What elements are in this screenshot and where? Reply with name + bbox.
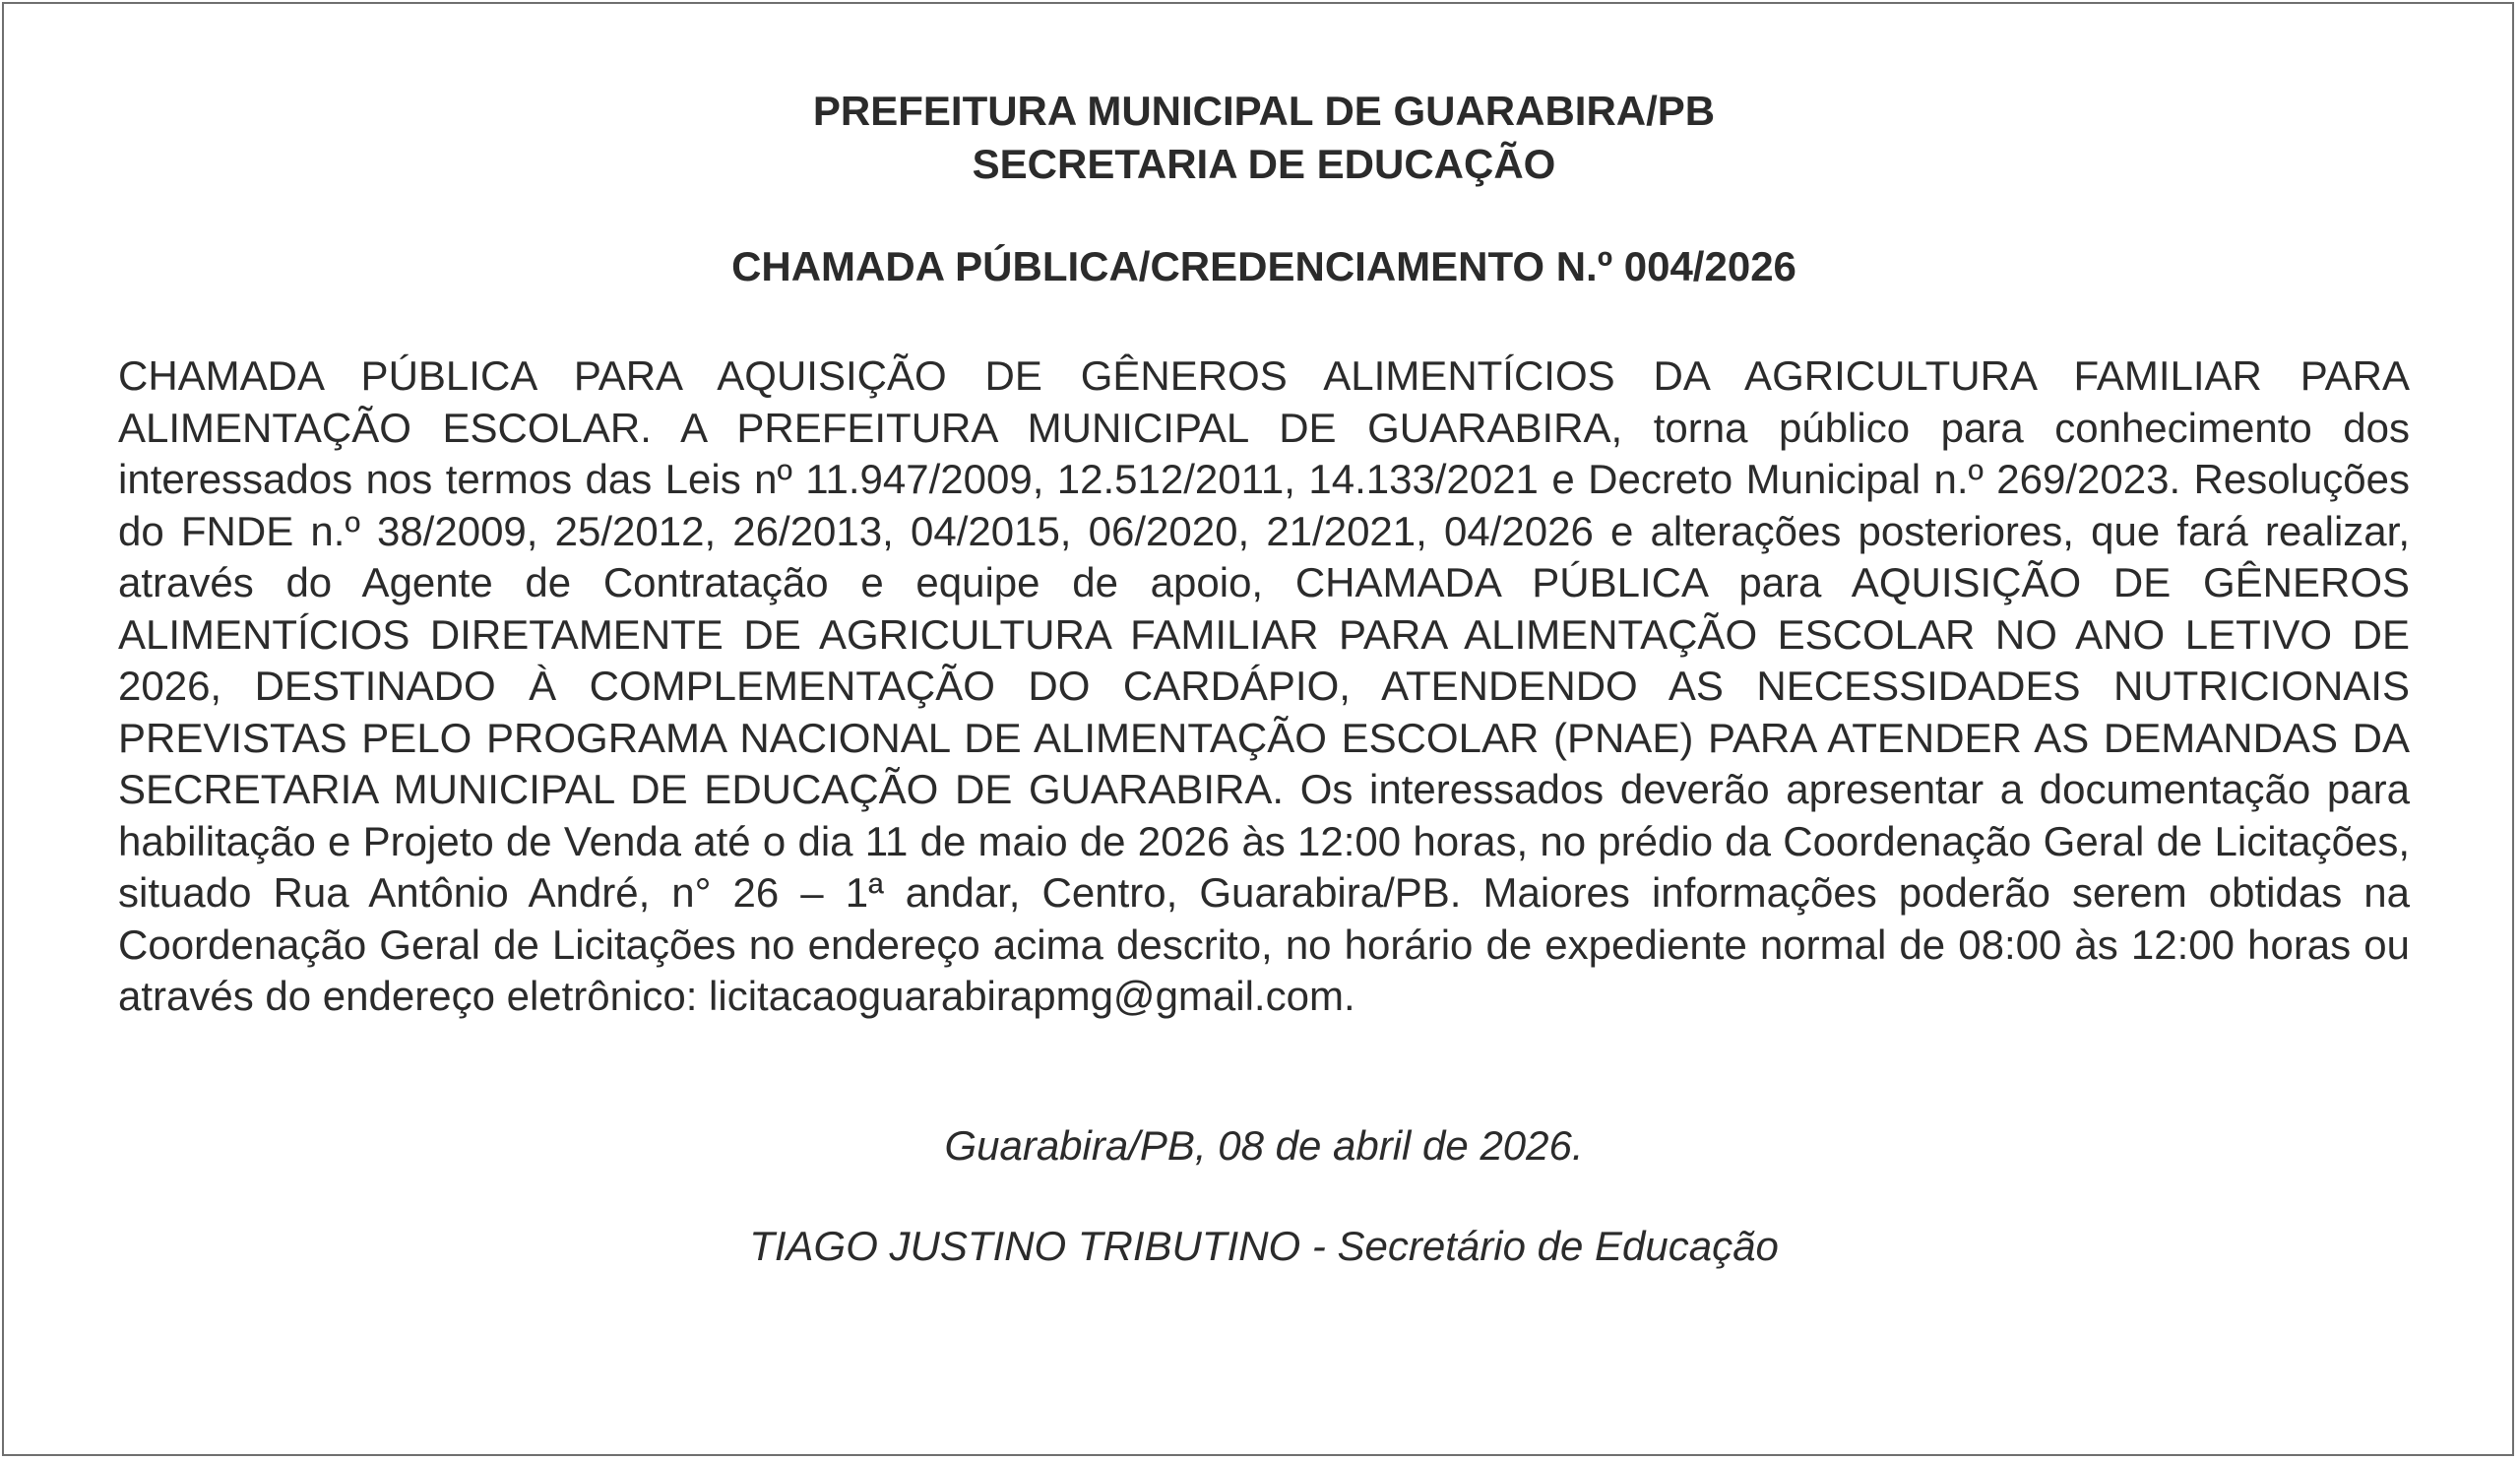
notice-title: CHAMADA PÚBLICA/CREDENCIAMENTO N.º 004/2026	[731, 243, 1796, 289]
notice-content	[118, 85, 2410, 1273]
notice-date: Guarabira/PB, 08 de abril de 2026.	[944, 1121, 1584, 1169]
header-department: SECRETARIA DE EDUCAÇÃO	[972, 141, 1556, 187]
notice-body: CHAMADA PÚBLICA PARA AQUISIÇÃO DE GÊNEROS ALIMENTÍCIOS DA AGRICULTURA FAMILIAR PARA ALIMENTAÇÃO ESCOLAR. A PREFEITURA MUNICIPAL DE GUARABIRA, torna público para conhecimento dos interessados nos termos das Leis nº 11.947/2009, 12.512/2011, 14.133/2021 e Decreto Municipal n.º 269/2023. Resoluções do FNDE n.º 38/2009, 25/2012, 26/2013, 04/2015, 06/2020, 21/2021, 04/2026 e alterações posteriores, que fará realizar, através do Agente de Contratação e equipe de apoio, CHAMADA PÚBLICA para AQUISIÇÃO DE GÊNEROS ALIMENTÍCIOS DIRETAMENTE DE AGRICULTURA FAMILIAR PARA ALIMENTAÇÃO ESCOLAR NO ANO LETIVO DE 2026, DESTINADO À COMPLEMENTAÇÃO DO CARDÁPIO, ATENDENDO AS NECESSIDADES NUTRICIONAIS PREVISTAS PELO PROGRAMA NACIONAL DE ALIMENTAÇÃO ESCOLAR (PNAE) PARA ATENDER AS DEMANDAS DA SECRETARIA MUNICIPAL DE EDUCAÇÃO DE GUARABIRA. Os interessados deverão apresentar a documentação para habilitação e Projeto de Venda até o dia 11 de maio de 2026 às 12:00 horas, no prédio da Coordenação Geral de Licitações, situado Rua Antônio André, n° 26 – 1ª andar, Centro, Guarabira/PB. Maiores informações poderão serem obtidas na Coordenação Geral de Licitações no endereço acima descrito, no horário de expediente normal de 08:00 às 12:00 horas ou através do endereço eletrônico: licitacaoguarabirapmg@gmail.com.	[118, 352, 2410, 1019]
header-municipality: PREFEITURA MUNICIPAL DE GUARABIRA/PB	[812, 88, 1716, 134]
notice-signature: TIAGO JUSTINO TRIBUTINO - Secretário de Educação	[749, 1222, 1779, 1269]
notice-frame	[2, 2, 2514, 1456]
